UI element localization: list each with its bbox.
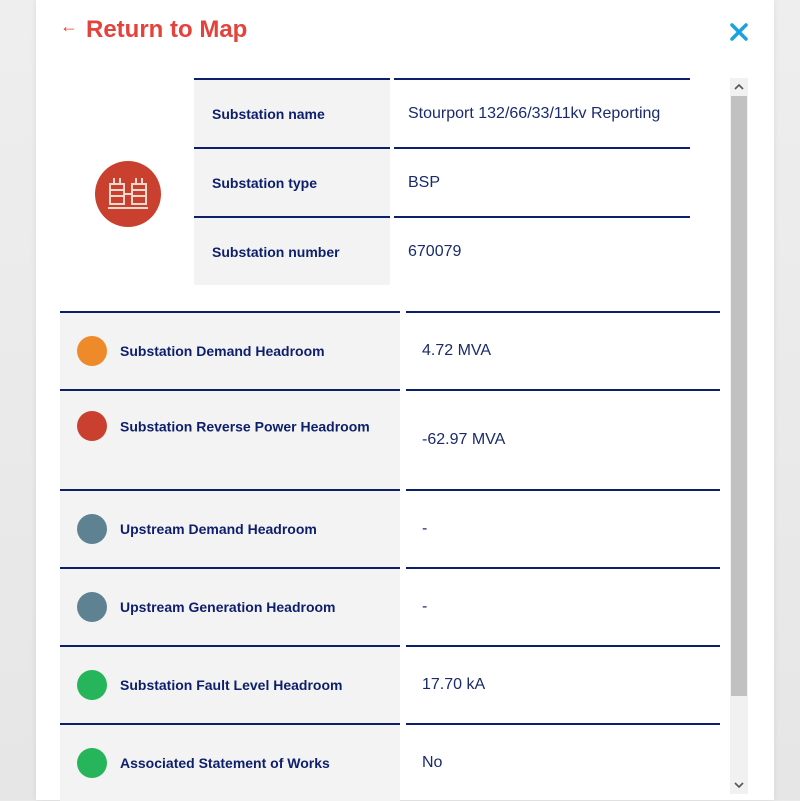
info-label: Substation type	[194, 147, 390, 216]
transformer-icon	[106, 174, 150, 214]
headroom-label-cell	[60, 645, 400, 723]
headroom-label: Upstream Generation Headroom	[120, 598, 336, 615]
table-row	[60, 567, 720, 645]
substation-details-panel	[36, 0, 774, 800]
headroom-value: -	[406, 489, 720, 567]
info-row-type	[194, 147, 694, 216]
headroom-label: Substation Reverse Power Headroom	[120, 418, 370, 435]
substation-icon	[95, 161, 161, 227]
headroom-table	[60, 311, 720, 801]
chevron-down-icon	[734, 782, 744, 788]
headroom-value: -	[406, 567, 720, 645]
table-row	[60, 723, 720, 801]
close-icon	[727, 20, 751, 44]
info-row-name	[194, 78, 694, 147]
status-dot-red	[77, 411, 107, 441]
headroom-label-cell	[60, 489, 400, 567]
headroom-value: 17.70 kA	[406, 645, 720, 723]
headroom-label: Substation Demand Headroom	[120, 342, 325, 359]
scroll-up-button[interactable]	[730, 78, 748, 96]
headroom-label: Substation Fault Level Headroom	[120, 676, 343, 693]
status-dot-grey	[77, 514, 107, 544]
return-to-map-label: Return to Map	[86, 16, 248, 43]
table-row	[60, 389, 720, 489]
headroom-value: No	[406, 723, 720, 801]
headroom-label-cell	[60, 567, 400, 645]
status-dot-green	[77, 748, 107, 778]
scroll-thumb[interactable]	[731, 96, 747, 696]
close-button[interactable]	[727, 20, 751, 44]
headroom-label-cell	[60, 389, 400, 489]
table-row	[60, 645, 720, 723]
headroom-value: 4.72 MVA	[406, 311, 720, 389]
return-to-map-link[interactable]	[60, 16, 247, 44]
info-label: Substation number	[194, 216, 390, 285]
info-value: Stourport 132/66/33/11kv Reporting	[394, 78, 690, 147]
headroom-label-cell	[60, 723, 400, 801]
headroom-label: Associated Statement of Works	[120, 754, 330, 771]
table-row	[60, 489, 720, 567]
info-value: 670079	[394, 216, 690, 285]
table-row	[60, 311, 720, 389]
headroom-label: Upstream Demand Headroom	[120, 520, 317, 537]
headroom-value: -62.97 MVA	[406, 389, 720, 489]
status-dot-grey	[77, 592, 107, 622]
headroom-label-cell	[60, 311, 400, 389]
chevron-up-icon	[734, 84, 744, 90]
status-dot-orange	[77, 336, 107, 366]
info-label: Substation name	[194, 78, 390, 147]
info-value: BSP	[394, 147, 690, 216]
status-dot-green	[77, 670, 107, 700]
substation-info-table	[194, 78, 694, 285]
vertical-scrollbar[interactable]	[730, 78, 748, 794]
scroll-down-button[interactable]	[730, 776, 748, 794]
info-row-number	[194, 216, 694, 285]
back-arrow-icon: ←	[60, 16, 78, 36]
